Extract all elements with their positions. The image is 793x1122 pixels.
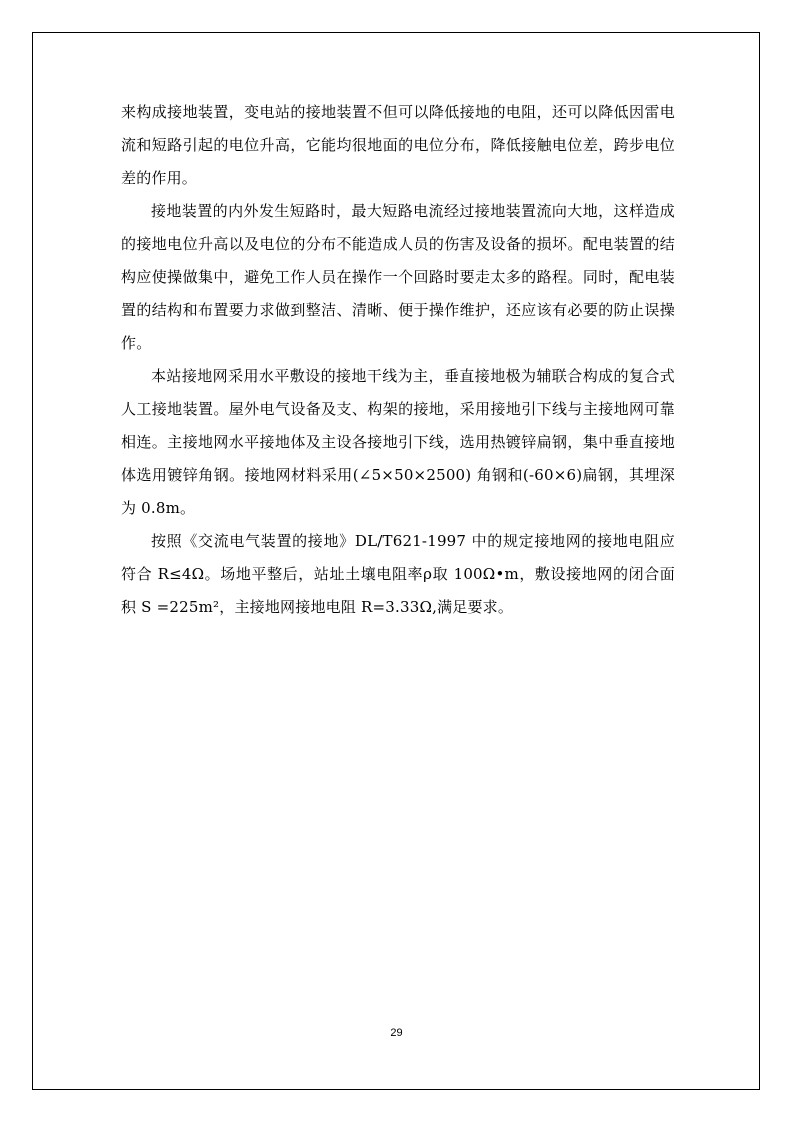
paragraph-grounding-intro: 来构成接地装置，变电站的接地装置不但可以降低接地的电阻，还可以降低因雷电流和短路引起的电位升高，它能均很地面的电位分布，降低接触电位差，跨步电位差的作用。 — [121, 103, 675, 187]
page-number: 29 — [390, 1027, 403, 1039]
paragraph-short-circuit: 接地装置的内外发生短路时，最大短路电流经过接地装置流向大地，这样造成的接地电位升高以及电位的分布不能造成人员的伤害及设备的损坏。配电装置的结构应使操做集中，避免工作人员在操作一个回路时要走太多的路程。同时，配电装置的结构和布置要力求做到整洁、清晰、便于操作维护，还应该有必要的防止误操作。 — [121, 202, 675, 352]
paragraph-grounding-grid: 本站接地网采用水平敷设的接地干线为主，垂直接地极为辅联合构成的复合式人工接地装置。屋外电气设备及支、构架的接地，采用接地引下线与主接地网可靠相连。主接地网水平接地体及主设各接地引下线，选用热镀锌扁钢，集中垂直接地体选用镀锌角钢。接地网材料采用(∠5×50×2500) 角钢和(-60×6)扁钢，其埋深为 0.8m。 — [121, 367, 675, 517]
document-body — [121, 96, 675, 624]
paragraph-grounding-resistance: 按照《交流电气装置的接地》DL/T621-1997 中的规定接地网的接地电阻应符合 R≤4Ω。场地平整后，站址土壤电阻率ρ取 100Ω•m，敷设接地网的闭合面积 S =225m²，主接地网接地电阻 R=3.33Ω,满足要求。 — [121, 532, 675, 616]
